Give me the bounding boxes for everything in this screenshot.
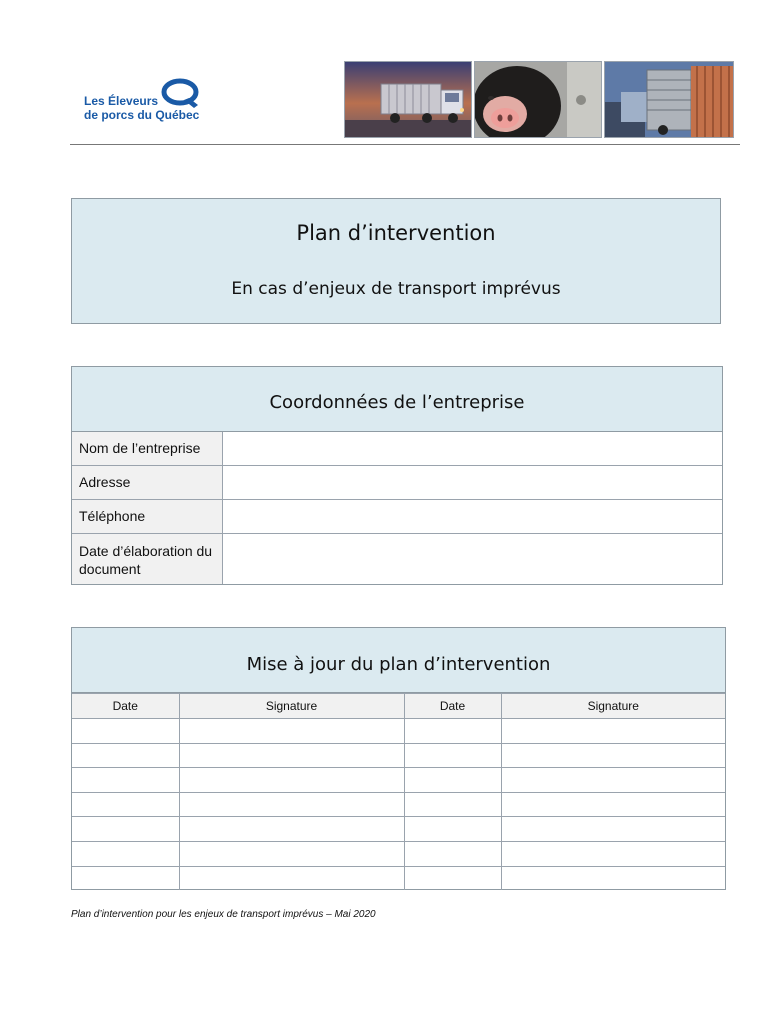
table-row <box>72 792 725 817</box>
table-row <box>72 841 725 866</box>
column-header-date: Date <box>72 694 179 719</box>
table-row <box>72 768 725 793</box>
address-row <box>72 466 722 500</box>
signature-cell[interactable] <box>501 792 725 817</box>
phone-row <box>72 500 722 534</box>
address-label: Adresse <box>72 466 223 499</box>
logo-text-line2: de porcs du Québec <box>84 108 200 122</box>
company-info-table <box>71 366 723 585</box>
table-row <box>72 719 725 744</box>
signature-cell[interactable] <box>179 817 404 842</box>
date-cell[interactable] <box>72 768 179 793</box>
updates-table-box <box>71 627 726 890</box>
trailer-photo <box>604 61 734 138</box>
document-date-label: Date d’élaboration du document <box>72 534 223 584</box>
page-subtitle: En cas d’enjeux de transport imprévus <box>231 279 561 299</box>
date-cell[interactable] <box>404 719 501 744</box>
date-cell[interactable] <box>72 817 179 842</box>
column-header-signature: Signature <box>501 694 725 719</box>
date-cell[interactable] <box>404 768 501 793</box>
date-cell[interactable] <box>404 841 501 866</box>
company-name-row <box>72 432 722 466</box>
date-cell[interactable] <box>72 743 179 768</box>
truck-photo <box>344 61 472 138</box>
date-cell[interactable] <box>404 866 501 890</box>
date-cell[interactable] <box>72 792 179 817</box>
pig-photo <box>474 61 602 138</box>
logo-q-icon <box>160 78 202 110</box>
company-info-heading: Coordonnées de l’entreprise <box>72 367 722 432</box>
column-header-signature: Signature <box>179 694 404 719</box>
company-name-label: Nom de l’entreprise <box>72 432 223 465</box>
signature-cell[interactable] <box>179 841 404 866</box>
signature-cell[interactable] <box>179 866 404 890</box>
date-cell[interactable] <box>72 841 179 866</box>
updates-table <box>72 693 725 890</box>
signature-cell[interactable] <box>179 768 404 793</box>
header-divider <box>70 144 740 145</box>
company-name-field[interactable] <box>223 432 722 465</box>
signature-cell[interactable] <box>501 817 725 842</box>
document-date-row <box>72 534 722 584</box>
document-date-field[interactable] <box>223 534 722 584</box>
table-row <box>72 743 725 768</box>
phone-field[interactable] <box>223 500 722 533</box>
logo <box>84 78 204 128</box>
signature-cell[interactable] <box>179 719 404 744</box>
date-cell[interactable] <box>72 719 179 744</box>
signature-cell[interactable] <box>501 841 725 866</box>
updates-heading: Mise à jour du plan d’intervention <box>72 628 725 693</box>
table-row <box>72 817 725 842</box>
table-row <box>72 866 725 890</box>
date-cell[interactable] <box>72 866 179 890</box>
date-cell[interactable] <box>404 792 501 817</box>
logo-text-line1: Les Éleveurs <box>84 94 159 108</box>
address-field[interactable] <box>223 466 722 499</box>
page-footer: Plan d’intervention pour les enjeux de transport imprévus – Mai 2020 <box>71 909 376 920</box>
signature-cell[interactable] <box>501 768 725 793</box>
signature-cell[interactable] <box>501 866 725 890</box>
page-title: Plan d’intervention <box>296 221 496 245</box>
signature-cell[interactable] <box>179 792 404 817</box>
column-header-date: Date <box>404 694 501 719</box>
phone-label: Téléphone <box>72 500 223 533</box>
signature-cell[interactable] <box>179 743 404 768</box>
signature-cell[interactable] <box>501 743 725 768</box>
updates-header-row <box>72 694 725 719</box>
signature-cell[interactable] <box>501 719 725 744</box>
date-cell[interactable] <box>404 817 501 842</box>
date-cell[interactable] <box>404 743 501 768</box>
title-box <box>71 198 721 324</box>
